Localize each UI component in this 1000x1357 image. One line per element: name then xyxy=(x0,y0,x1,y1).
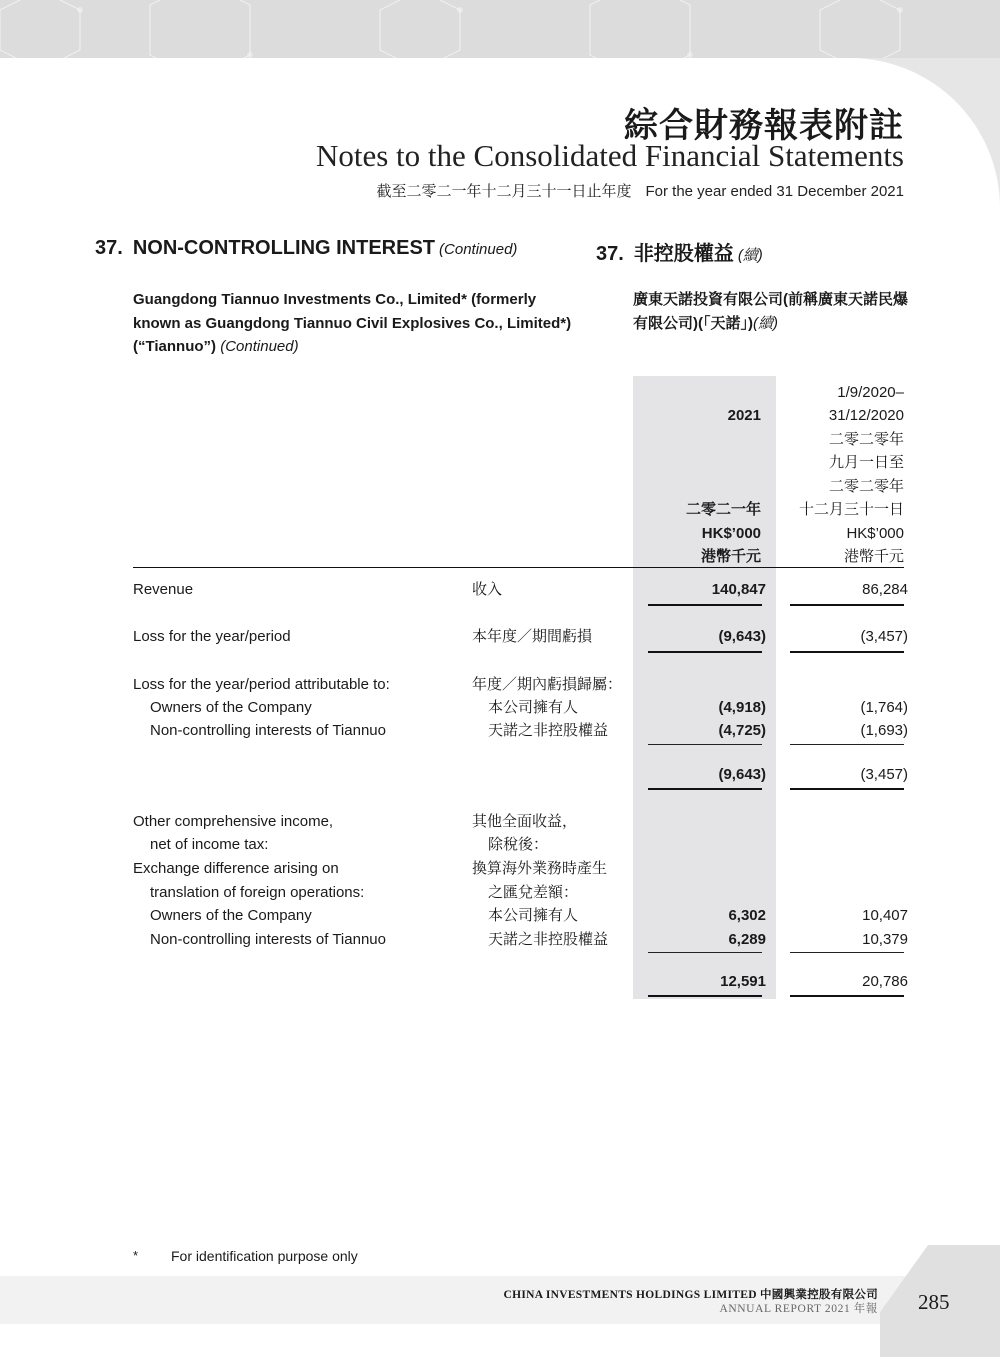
exchange-label-en-1: Exchange difference arising on xyxy=(133,860,339,877)
revenue-2021: 140,847 xyxy=(711,581,766,598)
continued-label-cn: (續) xyxy=(737,247,763,264)
col2-period-cn-1: 二零二零年 xyxy=(828,431,904,448)
rule xyxy=(648,651,762,653)
oci-owners-2020: 10,407 xyxy=(862,907,908,924)
section-title-en xyxy=(95,237,517,260)
rule xyxy=(790,651,904,653)
loss-nci-2020: (1,693) xyxy=(860,722,908,739)
section-title-cn xyxy=(596,237,763,266)
revenue-2020: 86,284 xyxy=(862,581,908,598)
oci-label-cn-2: 除稅後： xyxy=(488,836,549,853)
rule xyxy=(648,952,762,953)
period-en: For the year ended 31 December 2021 xyxy=(645,183,904,200)
page-title-cn: 綜合財務報表附註 xyxy=(624,106,904,146)
continued-label-en: (Continued) xyxy=(439,241,518,258)
loss-nci-label-en: Non-controlling interests of Tiannuo xyxy=(150,722,386,739)
subsection-title-en xyxy=(133,288,583,359)
rule xyxy=(790,952,904,953)
footnote-mark: * xyxy=(133,1248,139,1263)
loss-total-2020: (3,457) xyxy=(860,766,908,783)
revenue-label-cn: 收入 xyxy=(472,581,503,598)
loss-label-en: Loss for the year/period xyxy=(133,628,291,645)
rule xyxy=(648,995,762,997)
footer-company: CHINA INVESTMENTS HOLDINGS LIMITED 中國興業控股有限公司 xyxy=(503,1289,878,1301)
col2-period-cn-4: 十二月三十一日 xyxy=(798,501,904,518)
oci-total-2021: 12,591 xyxy=(720,973,766,990)
oci-label-en-2: net of income tax: xyxy=(150,836,269,853)
period-cn: 截至二零二一年十二月三十一日止年度 xyxy=(376,183,632,200)
footnote-text: For identification purpose only xyxy=(171,1248,358,1264)
footer-report: ANNUAL REPORT 2021 年報 xyxy=(719,1303,878,1315)
oci-nci-label-en: Non-controlling interests of Tiannuo xyxy=(150,931,386,948)
subsection-continued-cn: (續) xyxy=(753,314,778,332)
page-number: 285 xyxy=(918,1290,950,1314)
rule xyxy=(790,744,904,745)
rule xyxy=(790,604,904,606)
loss-attributable-label-en: Loss for the year/period attributable to: xyxy=(133,676,390,693)
rule xyxy=(790,788,904,790)
loss-2020: (3,457) xyxy=(860,628,908,645)
section-number: 37. xyxy=(95,237,123,259)
col2-period-en-1: 1/9/2020– xyxy=(837,384,904,401)
col2-period-en-2: 31/12/2020 xyxy=(828,407,904,424)
oci-owners-label-en: Owners of the Company xyxy=(150,907,312,924)
rule xyxy=(648,788,762,790)
col1-year-cn: 二零二一年 xyxy=(685,501,761,518)
subsection-name-en: Guangdong Tiannuo Investments Co., Limited* (formerly known as Guangdong Tiannuo Civil Explosives Co., Limited*) (“Tiannuo”) xyxy=(133,291,572,355)
rule xyxy=(790,995,904,997)
col1-year-en: 2021 xyxy=(727,407,761,424)
subsection-name-cn: 廣東天諾投資有限公司(前稱廣東天諾民爆有限公司)(「天諾」) xyxy=(633,291,908,332)
loss-nci-2021: (4,725) xyxy=(718,722,766,739)
rule xyxy=(648,604,762,606)
subsection-continued-en: (Continued) xyxy=(220,338,299,355)
exchange-label-cn-2: 之匯兌差額： xyxy=(488,884,579,901)
loss-owners-2021: (4,918) xyxy=(718,699,766,716)
top-decorative-band xyxy=(0,0,1000,58)
exchange-label-cn-1: 換算海外業務時產生 xyxy=(472,860,608,877)
loss-total-2021: (9,643) xyxy=(718,766,766,783)
period-line xyxy=(376,180,904,201)
loss-owners-label-en: Owners of the Company xyxy=(150,699,312,716)
section-name-en: NON-CONTROLLING INTEREST xyxy=(132,237,436,259)
col2-unit-en: HK$’000 xyxy=(846,525,904,542)
col2-period-cn-2: 九月一日至 xyxy=(828,454,904,471)
exchange-label-en-2: translation of foreign operations: xyxy=(150,884,365,901)
loss-2021: (9,643) xyxy=(718,628,766,645)
oci-owners-2021: 6,302 xyxy=(728,907,766,924)
oci-label-en-1: Other comprehensive income, xyxy=(133,813,334,830)
col2-unit-cn: 港幣千元 xyxy=(843,548,904,565)
rule xyxy=(648,744,762,745)
oci-nci-label-cn: 天諾之非控股權益 xyxy=(488,931,609,948)
oci-label-cn-1: 其他全面收益， xyxy=(472,813,578,830)
revenue-label-en: Revenue xyxy=(133,581,194,598)
table-header-rule xyxy=(133,567,904,568)
col1-unit-cn: 港幣千元 xyxy=(700,548,761,565)
loss-attributable-label-cn: 年度／期內虧損歸屬： xyxy=(472,676,623,693)
oci-total-2020: 20,786 xyxy=(862,973,908,990)
section-name-cn: 非控股權益 xyxy=(633,243,734,265)
oci-owners-label-cn: 本公司擁有人 xyxy=(488,907,579,924)
subsection-title-cn xyxy=(633,288,913,335)
section-number-cn: 37. xyxy=(596,243,624,265)
col2-period-cn-3: 二零二零年 xyxy=(828,478,904,495)
loss-owners-label-cn: 本公司擁有人 xyxy=(488,699,579,716)
page-title-en: Notes to the Consolidated Financial Statements xyxy=(315,138,904,173)
loss-owners-2020: (1,764) xyxy=(860,699,908,716)
hexagon-pattern-icon xyxy=(0,0,1000,58)
loss-nci-label-cn: 天諾之非控股權益 xyxy=(488,722,609,739)
col1-unit-en: HK$’000 xyxy=(701,525,761,542)
oci-nci-2021: 6,289 xyxy=(728,931,766,948)
oci-nci-2020: 10,379 xyxy=(862,931,908,948)
loss-label-cn: 本年度／期間虧損 xyxy=(472,628,593,645)
